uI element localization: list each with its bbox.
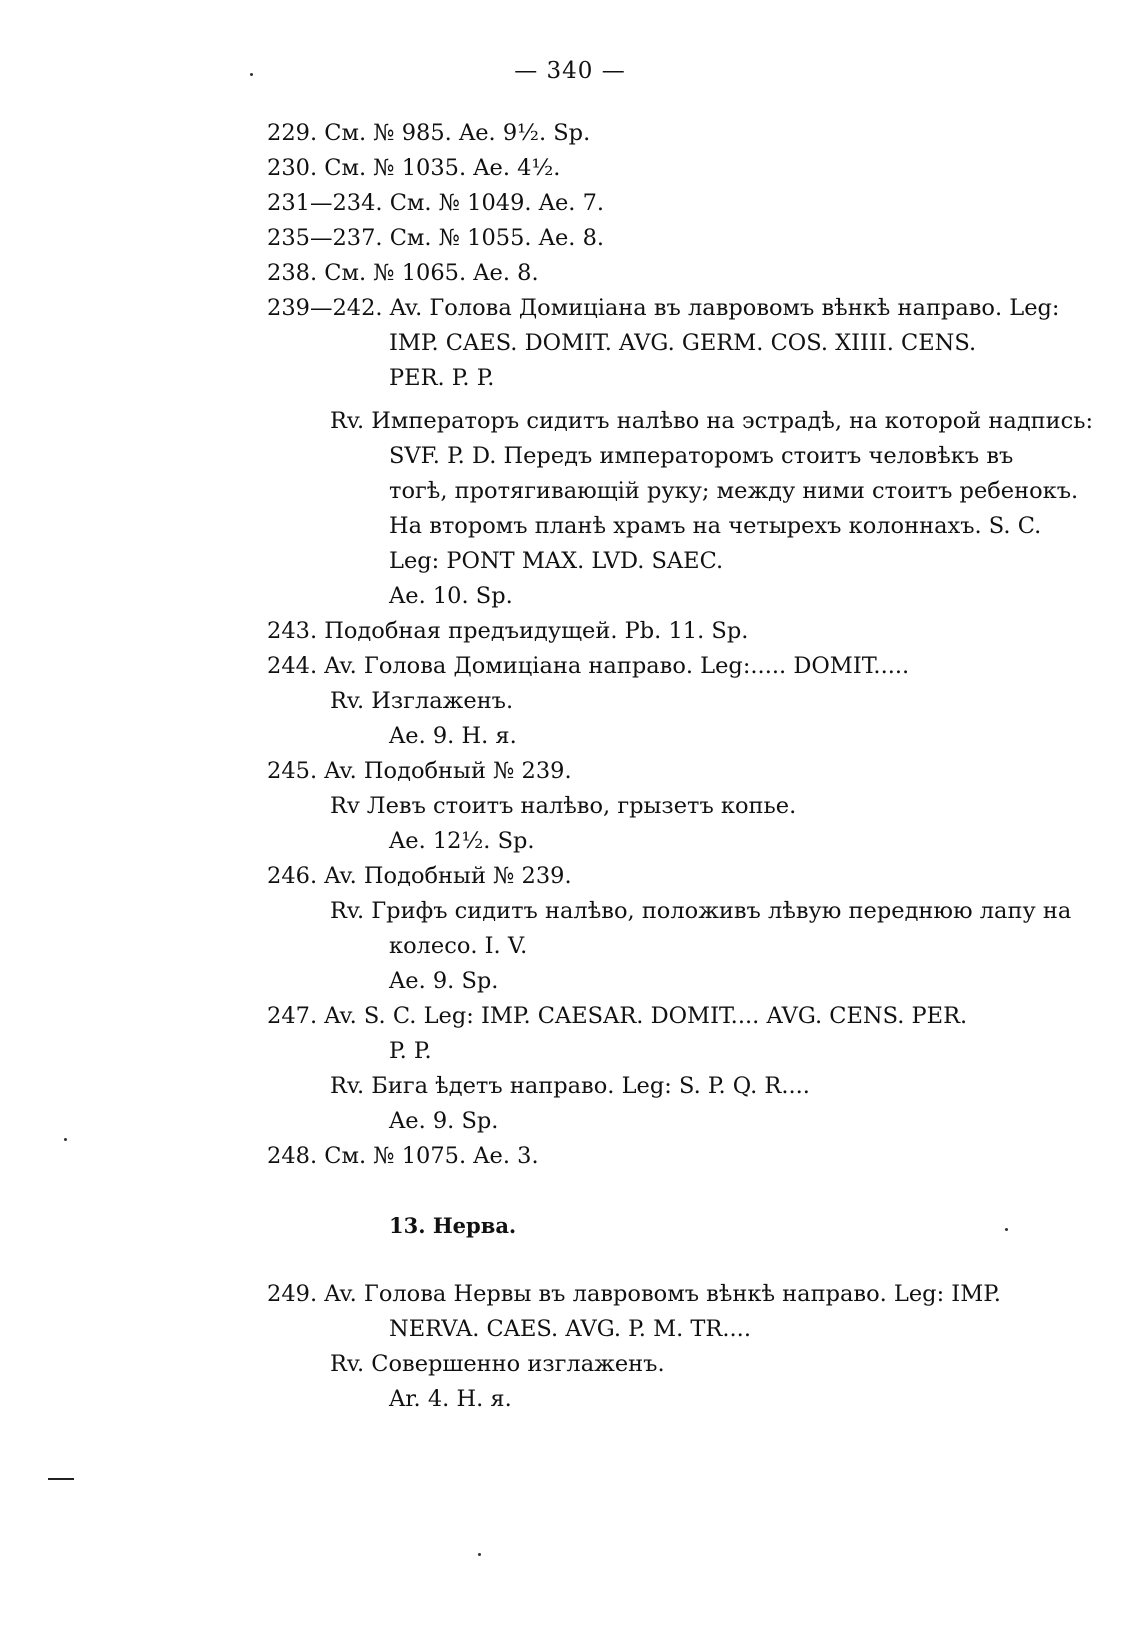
- entry-247-obverse-2: P. P.: [389, 1038, 432, 1064]
- entry-245-reverse: Rv Левъ стоитъ налѣво, грызетъ копье.: [330, 793, 797, 819]
- entry-235-237: 235—237. См. № 1055. Ae. 8.: [267, 225, 605, 251]
- entry-239-242-legend-end: PER. P. P.: [389, 365, 495, 391]
- entry-243: 243. Подобная предъидущей. Pb. 11. Sp.: [267, 618, 749, 644]
- entry-239-242-reverse-2: SVF. P. D. Передъ императоромъ стоитъ человѣкъ въ: [389, 443, 1014, 469]
- entry-249-reverse: Rv. Совершенно изглаженъ.: [330, 1351, 665, 1377]
- entry-244-reverse: Rv. Изглаженъ.: [330, 688, 514, 714]
- entry-239-242-obverse: 239—242. Av. Голова Домиціана въ лавровомъ вѣнкѣ направо. Leg:: [267, 295, 1060, 321]
- entry-239-242-reverse-4: На второмъ планѣ храмъ на четырехъ колоннахъ. S. C.: [389, 513, 1042, 539]
- entry-249-legend: NERVA. CAES. AVG. P. M. TR....: [389, 1316, 751, 1342]
- entry-247-obverse: 247. Av. S. C. Leg: IMP. CAESAR. DOMIT.... AVG. CENS. PER.: [267, 1003, 968, 1029]
- entry-239-242-reverse-3: тогѣ, протягивающій руку; между ними стоитъ ребенокъ.: [389, 478, 1079, 504]
- entry-246-reverse: Rv. Грифъ сидитъ налѣво, положивъ лѣвую переднюю лапу на: [330, 898, 1072, 924]
- catalog-body: [267, 116, 1112, 1417]
- entry-249-obverse: 249. Av. Голова Нервы въ лавровомъ вѣнкѣ направо. Leg: IMP.: [267, 1281, 1001, 1307]
- entry-247-metal: Ae. 9. Sp.: [389, 1108, 499, 1134]
- entry-246-reverse-2: колесо. I. V.: [389, 933, 528, 959]
- entry-239-242-reverse: Rv. Императоръ сидитъ налѣво на эстрадѣ, на которой надпись:: [330, 408, 1094, 434]
- entry-238: 238. См. № 1065. Ae. 8.: [267, 260, 539, 286]
- entry-247-reverse: Rv. Бига ѣдетъ направо. Leg: S. P. Q. R....: [330, 1073, 810, 1099]
- entry-239-242-metal: Ae. 10. Sp.: [389, 583, 513, 609]
- entry-246-metal: Ae. 9. Sp.: [389, 968, 499, 994]
- section-heading-nerva: 13. Нерва.: [389, 1213, 517, 1238]
- scan-speck: [64, 1138, 67, 1141]
- entry-249-metal: Ar. 4. H. я.: [389, 1386, 512, 1412]
- scan-speck: [478, 1553, 481, 1556]
- entry-245-obverse: 245. Av. Подобный № 239.: [267, 758, 572, 784]
- entry-230: 230. См. № 1035. Ae. 4½.: [267, 155, 561, 181]
- scan-mark: [48, 1478, 74, 1480]
- entry-231-234: 231—234. См. № 1049. Ae. 7.: [267, 190, 605, 216]
- entry-245-metal: Ae. 12½. Sp.: [389, 828, 535, 854]
- page-number: — 340 —: [514, 58, 626, 84]
- scan-speck: [250, 73, 253, 76]
- entry-244-obverse: 244. Av. Голова Домиціана направо. Leg:..... DOMIT.....: [267, 653, 910, 679]
- entry-239-242-reverse-legend: Leg: PONT MAX. LVD. SAEC.: [389, 548, 724, 574]
- entry-239-242-legend: IMP. CAES. DOMIT. AVG. GERM. COS. XIIII. CENS.: [389, 330, 977, 356]
- scan-speck: [1005, 1228, 1008, 1231]
- entry-246-obverse: 246. Av. Подобный № 239.: [267, 863, 572, 889]
- entry-248: 248. См. № 1075. Ae. 3.: [267, 1143, 539, 1169]
- entry-229: 229. См. № 985. Ae. 9½. Sp.: [267, 120, 591, 146]
- entry-244-metal: Ae. 9. H. я.: [389, 723, 517, 749]
